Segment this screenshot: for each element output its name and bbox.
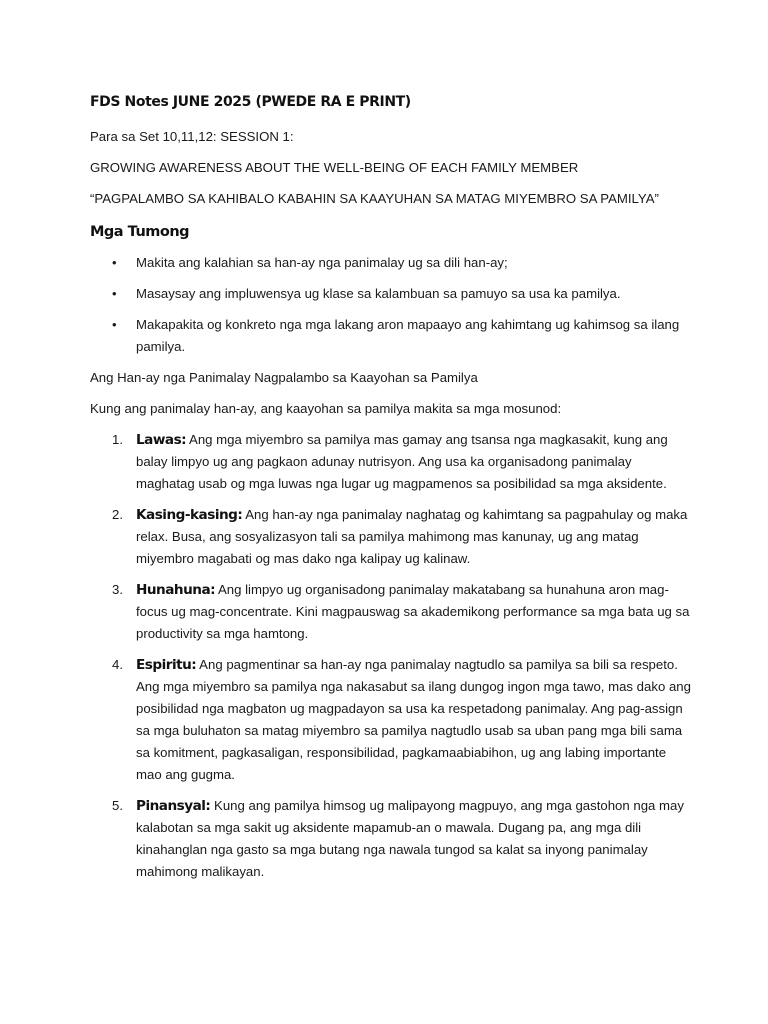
- list-number: 5.: [112, 798, 123, 813]
- benefit-term: Espiritu:: [136, 657, 197, 673]
- list-item: [90, 504, 691, 570]
- benefit-text: Kung ang pamilya himsog ug malipayong magpuyo, ang mga gastohon nga may kalabotan sa mga sakit ug aksidente mapamub-an o mawala. Dugang pa, ang mga dili kinahanglan nga gasto sa mga butang nga nawala tungod sa kalat sa inyong panimalay mahimong malikayan.: [136, 798, 684, 879]
- benefit-text: Ang limpyo ug organisadong panimalay makatabang sa hunahuna aron mag-focus ug mag-concentrate. Kini magpauswag sa akademikong performance sa mga bata ug sa productivity sa mga hamtong.: [136, 582, 690, 641]
- intro-line: Kung ang panimalay han-ay, ang kaayohan sa pamilya makita sa mga mosunod:: [90, 401, 562, 416]
- list-number: 1.: [112, 432, 123, 447]
- list-item: [90, 283, 690, 305]
- benefit-term: Hunahuna:: [136, 582, 216, 598]
- objective-text: Masaysay ang impluwensya ug klase sa kalambuan sa pamuyo sa usa ka pamilya.: [136, 286, 621, 301]
- list-item: [90, 314, 691, 358]
- bullet-icon: •: [112, 317, 117, 332]
- english-session-title: GROWING AWARENESS ABOUT THE WELL-BEING OF EACH FAMILY MEMBER: [90, 160, 579, 175]
- list-item: [90, 429, 691, 495]
- benefit-text: Ang pagmentinar sa han-ay nga panimalay nagtudlo sa pamilya sa bili sa respeto. Ang mga miyembro sa pamilya nga nakasabut sa ilang dungog ingon mga tawo, mas dako ang posibilidad nga magbaton ug magpadayon sa usa ka respetadong panimalay. Ang pag-assign sa mga buluhaton sa matag miyembro sa pamilya nagtudlo usab sa uban pang mga bili sama sa komitment, pagkasaligan, responsibilidad, pagkamaabiabihon, ug ang labing importante mao ang gugma.: [136, 657, 691, 782]
- local-session-title: “PAGPALAMBO SA KAHIBALO KABAHIN SA KAAYUHAN SA MATAG MIYEMBRO SA PAMILYA”: [90, 191, 659, 206]
- benefit-term: Pinansyal:: [136, 798, 211, 814]
- objectives-list: [90, 252, 690, 358]
- benefit-text: Ang mga miyembro sa pamilya mas gamay ang tsansa nga magkasakit, kung ang balay limpyo ug ang pagkaon adunay nutrisyon. Ang usa ka organisadong panimalay maghatag usab og mga luwas nga lugar ug magpamenos sa posibilidad sa mga aksidente.: [136, 432, 668, 491]
- session-line: Para sa Set 10,11,12: SESSION 1:: [90, 129, 294, 144]
- document-page: [90, 92, 690, 892]
- list-number: 3.: [112, 582, 123, 597]
- list-item: [90, 654, 691, 786]
- benefits-list: [90, 429, 690, 883]
- objectives-heading: Mga Tumong: [90, 224, 190, 240]
- benefit-term: Lawas:: [136, 432, 187, 448]
- objective-text: Makapakita og konkreto nga mga lakang aron mapaayo ang kahimtang ug kahimsog sa ilang pamilya.: [136, 317, 680, 354]
- list-item: [90, 795, 691, 883]
- document-title: FDS Notes JUNE 2025 (PWEDE RA E PRINT): [90, 94, 411, 110]
- list-item: [90, 579, 691, 645]
- objective-text: Makita ang kalahian sa han-ay nga panimalay ug sa dili han-ay;: [136, 255, 508, 270]
- list-number: 2.: [112, 507, 123, 522]
- bullet-icon: •: [112, 255, 117, 270]
- list-number: 4.: [112, 657, 123, 672]
- benefit-term: Kasing-kasing:: [136, 507, 243, 523]
- bullet-icon: •: [112, 286, 117, 301]
- section-line: Ang Han-ay nga Panimalay Nagpalambo sa Kaayohan sa Pamilya: [90, 370, 478, 385]
- benefit-text: Ang han-ay nga panimalay naghatag og kahimtang sa pagpahulay og maka relax. Busa, ang sosyalizasyon tali sa pamilya mahimong mas kanunay, ug ang matag miyembro magabati og mas dako nga kalipay ug kalinaw.: [136, 507, 688, 566]
- list-item: [90, 252, 690, 274]
